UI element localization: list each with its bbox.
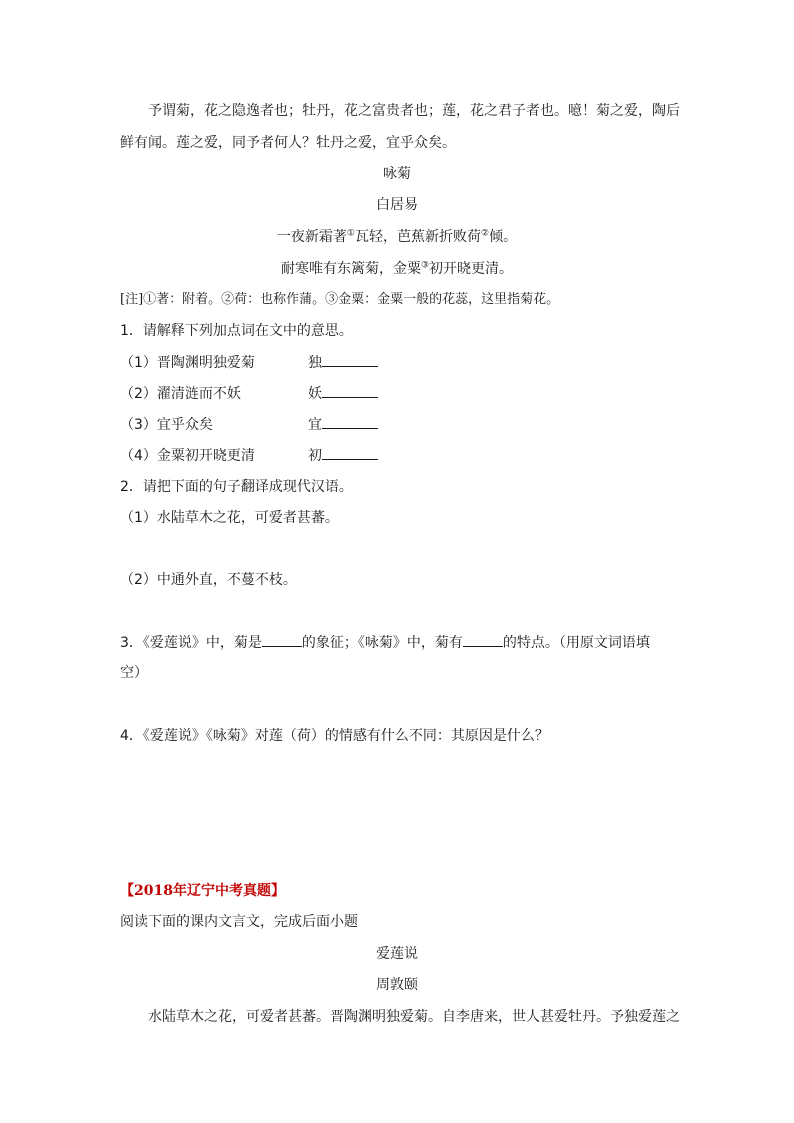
item-word: 妖 <box>308 386 322 402</box>
item-word: 独 <box>308 355 322 371</box>
question-3-line-1 <box>120 632 680 653</box>
item-label: （2）濯清涟而不妖 <box>120 386 241 402</box>
question-1-item-2 <box>120 383 680 404</box>
poem-line-2-b: 初开晓更清。 <box>429 261 514 277</box>
question-2-sentence-2: （2）中通外直，不蔓不枝。 <box>120 572 297 588</box>
footnote-mark-3: ③ <box>420 260 430 271</box>
item-label: （1）晋陶渊明独爱菊 <box>120 355 255 371</box>
poem-title: 咏菊 <box>383 166 411 182</box>
footnote-mark-1: ① <box>346 228 355 239</box>
question-1-item-3 <box>120 414 680 435</box>
question-1-item-4 <box>120 445 680 466</box>
item-word: 初 <box>308 448 322 464</box>
passage-line-1: 予谓菊，花之隐逸者也；牡丹，花之富贵者也；莲，花之君子者也。噫！菊之爱，陶后 <box>148 103 680 119</box>
q3-part-3: 的特点。（用原文词语填 <box>502 635 650 651</box>
poem-note: [注]①著：附着。②荷：也称作蒲。③金粟：金粟一般的花蕊，这里指菊花。 <box>120 292 560 307</box>
question-2-sentence-1: （1）水陆草木之花，可爱者甚蕃。 <box>120 510 339 526</box>
poem-line-1-c: 倾。 <box>489 229 518 245</box>
answer-blank[interactable] <box>322 414 378 429</box>
question-4-stem: 4．《爱莲说》《咏菊》对莲（荷）的情感有什么不同：其原因是什么？ <box>120 728 549 744</box>
answer-blank[interactable] <box>322 352 378 367</box>
footnote-mark-2: ② <box>481 228 490 239</box>
text-line-1: 水陆草木之花，可爱者甚蕃。晋陶渊明独爱菊。自李唐来，世人甚爱牡丹。予独爱莲之 <box>148 1009 680 1025</box>
poem-author: 白居易 <box>376 197 418 213</box>
poem-line-1-a: 一夜新霜著 <box>276 229 347 245</box>
passage-line-2: 鲜有闻。莲之爱，同予者何人？牡丹之爱，宜乎众矣。 <box>120 135 456 151</box>
answer-blank[interactable] <box>463 632 503 647</box>
answer-blank[interactable] <box>322 383 378 398</box>
poem-line-1-b: 瓦轻，芭蕉新折败荷 <box>355 229 481 245</box>
text-title: 爱莲说 <box>376 946 418 962</box>
q3-part-2: 的象征；《咏菊》中，菊有 <box>301 635 463 651</box>
question-2-stem: 2．请把下面的句子翻译成现代汉语。 <box>120 479 353 495</box>
question-1-item-1 <box>120 352 680 373</box>
section-title: 【2018年辽宁中考真题】 <box>120 883 285 899</box>
poem-line-2-a: 耐寒唯有东篱菊，金粟 <box>280 261 421 277</box>
text-author: 周敦颐 <box>376 977 418 993</box>
question-1-stem: 1．请解释下列加点词在文中的意思。 <box>120 323 353 339</box>
answer-blank[interactable] <box>262 632 302 647</box>
item-label: （4）金粟初开晓更清 <box>120 448 255 464</box>
q3-part-1: 3．《爱莲说》中，菊是 <box>120 635 262 651</box>
answer-blank[interactable] <box>322 445 378 460</box>
poem-line-2 <box>0 259 794 279</box>
item-word: 宜 <box>308 417 322 433</box>
poem-line-1 <box>0 227 794 247</box>
section-instruction: 阅读下面的课内文言文，完成后面小题 <box>120 914 358 930</box>
item-label: （3）宜乎众矣 <box>120 417 213 433</box>
question-3-line-2: 空） <box>120 665 148 681</box>
